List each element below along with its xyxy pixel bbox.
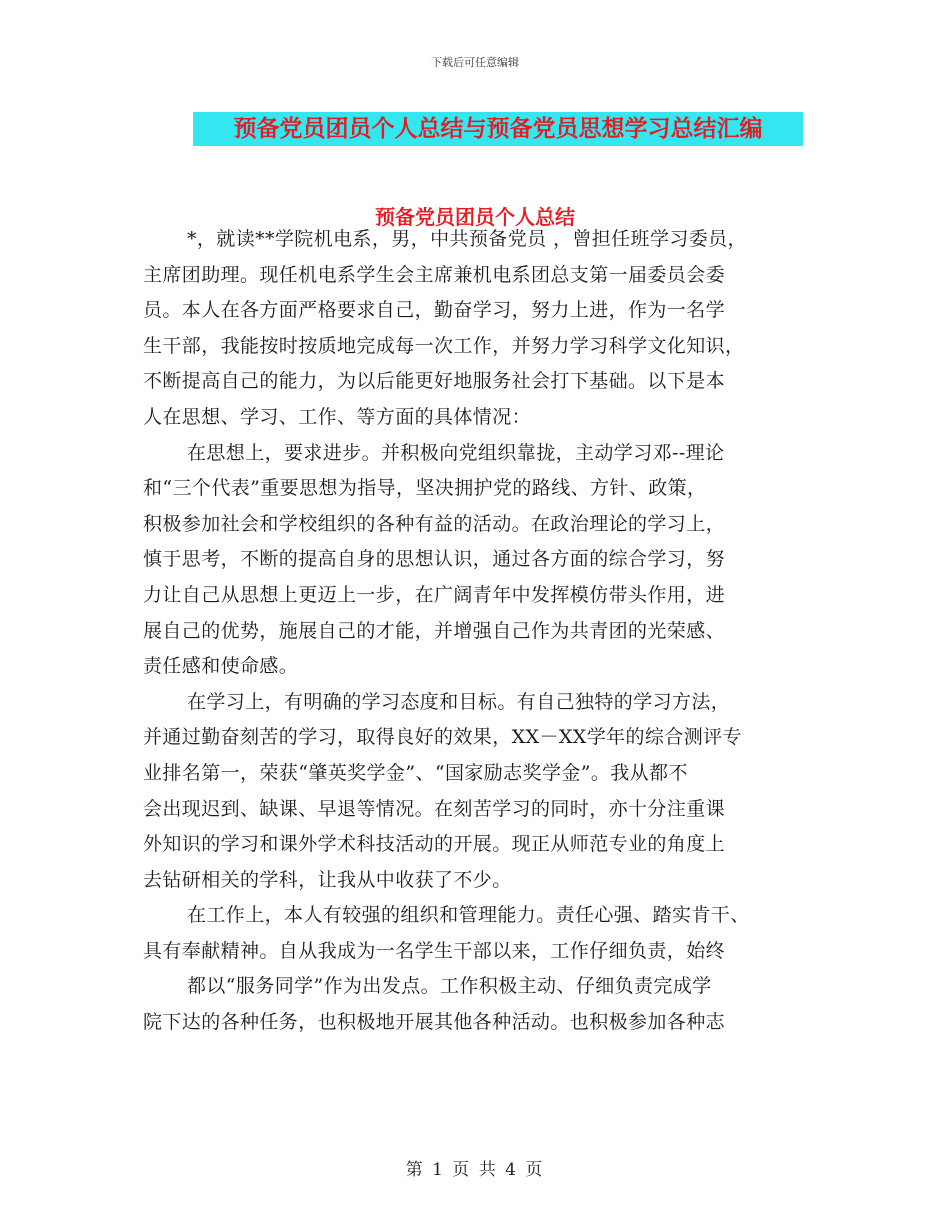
text-line: 慎于思考，不断的提高自身的思想认识，通过各方面的综合学习，努 [143,548,726,571]
text-line: 责任感和使命感。 [143,655,299,678]
section-title: 预备党员团员个人总结 [375,205,575,229]
text-line: 展自己的优势，施展自己的才能，并增强自己作为共青团的光荣感、 [143,619,726,642]
text-line: 去钻研相关的学科，让我从中收获了不少。 [143,868,512,891]
text-line: 不断提高自己的能力，为以后能更好地服务社会打下基础。以下是本 [143,370,726,393]
text-line: 力让自己从思想上更迈上一步，在广阔青年中发挥模仿带头作用，进 [143,583,726,606]
text-line: 在工作上，本人有较强的组织和管理能力。责任心强、踏实肯干、 [187,904,750,927]
text-line: 在思想上，要求进步。并积极向党组织靠拢，主动学习邓--理论 [187,441,725,464]
page-header-note: 下载后可任意编辑 [431,56,519,69]
text-line: 院下达的各种任务，也积极地开展其他各种活动。也积极参加各种志 [143,1011,726,1034]
body-text [143,222,813,1041]
text-line: 和“三个代表”重要思想为指导，坚决拥护党的路线、方针、政策， [143,477,707,500]
text-line: 人在思想、学习、工作、等方面的具体情况： [143,405,532,428]
text-line: 会出现迟到、缺课、早退等情况。在刻苦学习的同时，亦十分注重课 [143,797,726,820]
text-line: 具有奉献精神。自从我成为一名学生干部以来，工作仔细负责，始终 [143,939,726,962]
text-line: 并通过勤奋刻苦的学习，取得良好的效果，XX－XX学年的综合测评专 [143,726,742,749]
text-line: 在学习上，有明确的学习态度和目标。有自己独特的学习方法， [187,690,731,713]
text-line: 主席团助理。现任机电系学生会主席兼机电系团总支第一届委员会委 [143,263,726,286]
text-line: 生干部，我能按时按质地完成每一次工作，并努力学习科学文化知识， [143,334,745,357]
page-number-footer: 第 1 页 共 4 页 [405,1160,545,1180]
document-main-title: 预备党员团员个人总结与预备党员思想学习总结汇编 [193,112,803,146]
text-line: 积极参加社会和学校组织的各种有益的活动。在政治理论的学习上， [143,512,726,535]
text-line: 业排名第一，荣获“肇英奖学金”、“国家励志奖学金”。我从都不 [143,761,688,784]
text-line: *，就读**学院机电系，男，中共预备党员 ，曾担任班学习委员， [187,228,747,250]
text-line: 外知识的学习和课外学术科技活动的开展。现正从师范专业的角度上 [143,833,726,856]
text-line: 员。本人在各方面严格要求自己，勤奋学习，努力上进，作为一名学 [143,299,726,322]
text-line: 都以“服务同学”作为出发点。工作积极主动、仔细负责完成学 [187,975,712,998]
